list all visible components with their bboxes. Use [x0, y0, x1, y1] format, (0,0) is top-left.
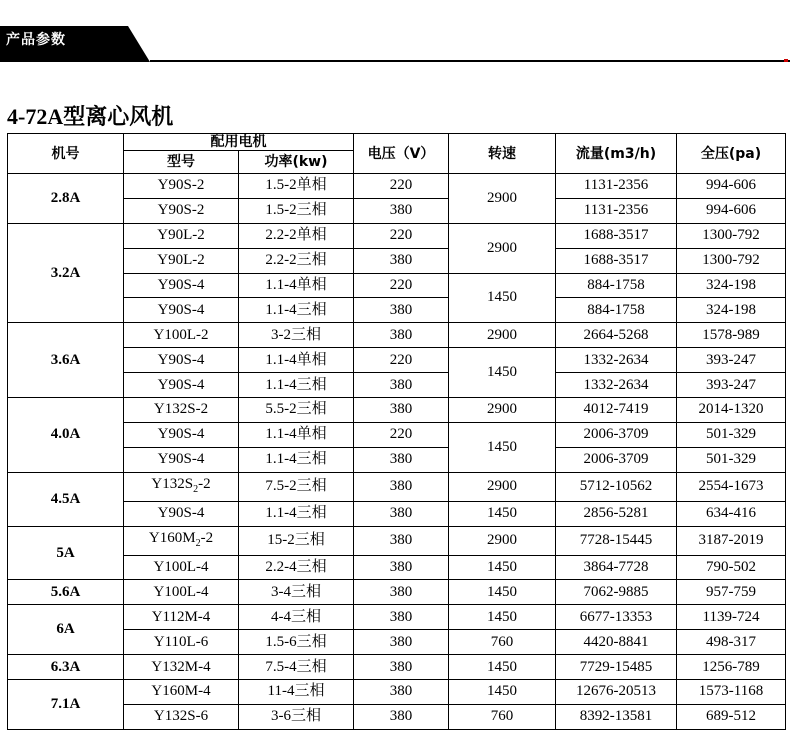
speed-cell: 1450: [449, 605, 556, 630]
speed-cell: 2900: [449, 526, 556, 555]
power-cell: 2.2-4三相: [239, 555, 354, 580]
pressure-cell: 1578-989: [677, 323, 786, 348]
flow-cell: 4012-7419: [556, 398, 677, 423]
motor-model-cell: [124, 605, 239, 630]
table-row: [8, 580, 786, 605]
speed-cell: 1450: [449, 580, 556, 605]
motor-model-text: Y90S-2: [157, 177, 205, 194]
motor-model-cell: [124, 248, 239, 273]
power-cell: 1.1-4三相: [239, 501, 354, 526]
motor-model-suffix: -2: [200, 529, 214, 546]
machine-cell: 5.6A: [8, 580, 124, 605]
table-row: [8, 248, 786, 273]
header-voltage: 电压（V）: [354, 134, 449, 174]
power-cell: 1.1-4三相: [239, 373, 354, 398]
pressure-cell: 498-317: [677, 630, 786, 655]
voltage-cell: 380: [354, 447, 449, 472]
motor-model-suffix: -2: [198, 475, 211, 492]
motor-model-text: Y132S-6: [153, 708, 209, 725]
flow-cell: 1131-2356: [556, 174, 677, 199]
speed-cell: 1450: [449, 655, 556, 680]
table-row: [8, 680, 786, 705]
voltage-cell: 380: [354, 373, 449, 398]
motor-model-cell: [124, 298, 239, 323]
motor-model-subscript: 2: [193, 483, 199, 495]
speed-cell: 760: [449, 704, 556, 729]
flow-cell: 884-1758: [556, 298, 677, 323]
pressure-cell: 1573-1168: [677, 680, 786, 705]
speed-cell: 1450: [449, 273, 556, 323]
pressure-cell: 1300-792: [677, 223, 786, 248]
motor-model-cell: [124, 223, 239, 248]
motor-model-cell: [124, 174, 239, 199]
motor-model-cell: [124, 398, 239, 423]
table-row: [8, 174, 786, 199]
voltage-cell: 380: [354, 248, 449, 273]
motor-model-text: Y132S-2: [153, 401, 209, 418]
pressure-cell: 689-512: [677, 704, 786, 729]
voltage-cell: 380: [354, 580, 449, 605]
motor-model-text: Y90S-4: [157, 505, 205, 522]
pressure-cell: 634-416: [677, 501, 786, 526]
motor-model-text: Y160M-4: [151, 683, 211, 700]
machine-cell: 3.2A: [8, 223, 124, 323]
power-cell: 7.5-4三相: [239, 655, 354, 680]
flow-cell: 3864-7728: [556, 555, 677, 580]
table-row: [8, 348, 786, 373]
motor-model-cell: [124, 198, 239, 223]
pressure-cell: 501-329: [677, 447, 786, 472]
flow-cell: 2856-5281: [556, 501, 677, 526]
motor-model-text: Y90L-2: [157, 252, 205, 269]
motor-model-subscript: 2: [195, 537, 201, 549]
power-cell: 3-6三相: [239, 704, 354, 729]
header-power: 功率(kw): [239, 151, 354, 174]
table-row: [8, 298, 786, 323]
section-title: 产品参数: [6, 32, 66, 48]
motor-model-text: Y160M: [148, 529, 196, 546]
speed-cell: 2900: [449, 323, 556, 348]
motor-model-cell: [124, 704, 239, 729]
voltage-cell: 380: [354, 472, 449, 501]
motor-model-text: Y100L-4: [153, 559, 209, 576]
voltage-cell: 380: [354, 704, 449, 729]
motor-model-cell: [124, 555, 239, 580]
motor-model-text: Y112M-4: [151, 608, 211, 625]
voltage-cell: 380: [354, 198, 449, 223]
voltage-cell: 380: [354, 630, 449, 655]
table-row: [8, 704, 786, 729]
section-banner: [0, 26, 790, 62]
motor-model-cell: [124, 273, 239, 298]
power-cell: 2.2-2单相: [239, 223, 354, 248]
motor-model-text: Y90L-2: [157, 227, 205, 244]
power-cell: 1.1-4单相: [239, 348, 354, 373]
motor-model-text: Y110L-6: [153, 633, 209, 650]
motor-model-text: Y132M-4: [151, 658, 211, 675]
speed-cell: 1450: [449, 348, 556, 398]
flow-cell: 7062-9885: [556, 580, 677, 605]
motor-model-cell: [124, 526, 239, 555]
flow-cell: 2006-3709: [556, 447, 677, 472]
flow-cell: 1332-2634: [556, 348, 677, 373]
motor-model-text: Y90S-2: [157, 202, 205, 219]
header-speed: 转速: [449, 134, 556, 174]
speed-cell: 2900: [449, 472, 556, 501]
flow-cell: 7728-15445: [556, 526, 677, 555]
flow-cell: 8392-13581: [556, 704, 677, 729]
speed-cell: 1450: [449, 422, 556, 472]
machine-cell: 6.3A: [8, 655, 124, 680]
pressure-cell: 957-759: [677, 580, 786, 605]
speed-cell: 760: [449, 630, 556, 655]
flow-cell: 5712-10562: [556, 472, 677, 501]
motor-model-text: Y90S-4: [157, 376, 205, 393]
motor-model-cell: [124, 348, 239, 373]
flow-cell: 1332-2634: [556, 373, 677, 398]
table-row: [8, 223, 786, 248]
voltage-cell: 380: [354, 398, 449, 423]
spec-table-body: [8, 174, 786, 730]
motor-model-text: Y132S: [151, 475, 194, 492]
motor-model-cell: [124, 323, 239, 348]
motor-model-text: Y90S-4: [157, 451, 205, 468]
motor-model-cell: [124, 580, 239, 605]
power-cell: 3-4三相: [239, 580, 354, 605]
flow-cell: 1688-3517: [556, 248, 677, 273]
power-cell: 11-4三相: [239, 680, 354, 705]
voltage-cell: 220: [354, 422, 449, 447]
table-row: [8, 198, 786, 223]
table-row: [8, 501, 786, 526]
flow-cell: 7729-15485: [556, 655, 677, 680]
table-row: [8, 630, 786, 655]
power-cell: 5.5-2三相: [239, 398, 354, 423]
speed-cell: 2900: [449, 174, 556, 224]
header-pressure: 全压(pa): [677, 134, 786, 174]
flow-cell: 2664-5268: [556, 323, 677, 348]
pressure-cell: 501-329: [677, 422, 786, 447]
machine-cell: 4.0A: [8, 398, 124, 473]
power-cell: 1.1-4三相: [239, 447, 354, 472]
power-cell: 2.2-2三相: [239, 248, 354, 273]
speed-cell: 1450: [449, 680, 556, 705]
power-cell: 4-4三相: [239, 605, 354, 630]
pressure-cell: 994-606: [677, 198, 786, 223]
motor-model-cell: [124, 447, 239, 472]
motor-model-text: Y100L-2: [153, 326, 209, 343]
voltage-cell: 380: [354, 501, 449, 526]
pressure-cell: 324-198: [677, 298, 786, 323]
motor-model-text: Y90S-4: [157, 351, 205, 368]
motor-model-text: Y90S-4: [157, 277, 205, 293]
banner-divider: [150, 60, 790, 62]
power-cell: 15-2三相: [239, 526, 354, 555]
pressure-cell: 790-502: [677, 555, 786, 580]
voltage-cell: 220: [354, 174, 449, 199]
table-row: [8, 555, 786, 580]
power-cell: 1.1-4三相: [239, 298, 354, 323]
pressure-cell: 1139-724: [677, 605, 786, 630]
table-row: [8, 422, 786, 447]
flow-cell: 4420-8841: [556, 630, 677, 655]
pressure-cell: 393-247: [677, 348, 786, 373]
motor-model-cell: [124, 680, 239, 705]
machine-cell: 2.8A: [8, 174, 124, 224]
voltage-cell: 380: [354, 526, 449, 555]
motor-model-cell: [124, 373, 239, 398]
power-cell: 1.1-4单相: [239, 422, 354, 447]
flow-cell: 884-1758: [556, 273, 677, 298]
speed-cell: 1450: [449, 501, 556, 526]
machine-cell: 5A: [8, 526, 124, 580]
table-row: [8, 605, 786, 630]
spec-table: [7, 133, 786, 730]
header-motor: 配用电机: [124, 134, 354, 151]
table-row: [8, 526, 786, 555]
voltage-cell: 380: [354, 555, 449, 580]
voltage-cell: 220: [354, 223, 449, 248]
voltage-cell: 380: [354, 298, 449, 323]
power-cell: 3-2三相: [239, 323, 354, 348]
power-cell: 1.5-2三相: [239, 198, 354, 223]
motor-model-text: Y90S-4: [157, 301, 205, 318]
header-motor-model: 型号: [124, 151, 239, 174]
table-row: [8, 447, 786, 472]
model-title: 4-72A型离心风机: [7, 104, 174, 129]
voltage-cell: 220: [354, 273, 449, 298]
pressure-cell: 2554-1673: [677, 472, 786, 501]
header-flow: 流量(m3/h): [556, 134, 677, 174]
motor-model-cell: [124, 472, 239, 501]
power-cell: 7.5-2三相: [239, 472, 354, 501]
voltage-cell: 380: [354, 680, 449, 705]
speed-cell: 1450: [449, 555, 556, 580]
power-cell: 1.5-2单相: [239, 174, 354, 199]
flow-cell: 12676-20513: [556, 680, 677, 705]
pressure-cell: 393-247: [677, 373, 786, 398]
flow-cell: 2006-3709: [556, 422, 677, 447]
voltage-cell: 380: [354, 323, 449, 348]
table-row: [8, 472, 786, 501]
machine-cell: 4.5A: [8, 472, 124, 526]
banner-accent: [784, 59, 788, 62]
table-row: [8, 323, 786, 348]
pressure-cell: 1256-789: [677, 655, 786, 680]
speed-cell: 2900: [449, 398, 556, 423]
flow-cell: 6677-13353: [556, 605, 677, 630]
machine-cell: 3.6A: [8, 323, 124, 398]
power-cell: 1.1-4单相: [239, 273, 354, 298]
pressure-cell: 1300-792: [677, 248, 786, 273]
power-cell: 1.5-6三相: [239, 630, 354, 655]
pressure-cell: 3187-2019: [677, 526, 786, 555]
motor-model-cell: [124, 630, 239, 655]
motor-model-cell: [124, 501, 239, 526]
motor-model-text: Y90S-4: [157, 426, 205, 443]
table-row: [8, 273, 786, 298]
motor-model-cell: [124, 422, 239, 447]
pressure-cell: 2014-1320: [677, 398, 786, 423]
voltage-cell: 380: [354, 655, 449, 680]
voltage-cell: 220: [354, 348, 449, 373]
motor-model-text: Y100L-4: [153, 583, 209, 600]
flow-cell: 1131-2356: [556, 198, 677, 223]
table-row: [8, 398, 786, 423]
voltage-cell: 380: [354, 605, 449, 630]
motor-model-cell: [124, 655, 239, 680]
flow-cell: 1688-3517: [556, 223, 677, 248]
machine-cell: 6A: [8, 605, 124, 655]
table-row: [8, 655, 786, 680]
machine-cell: 7.1A: [8, 680, 124, 730]
header-machine: 机号: [8, 134, 124, 174]
pressure-cell: 994-606: [677, 174, 786, 199]
pressure-cell: 324-198: [677, 273, 786, 298]
speed-cell: 2900: [449, 223, 556, 273]
table-row: [8, 373, 786, 398]
